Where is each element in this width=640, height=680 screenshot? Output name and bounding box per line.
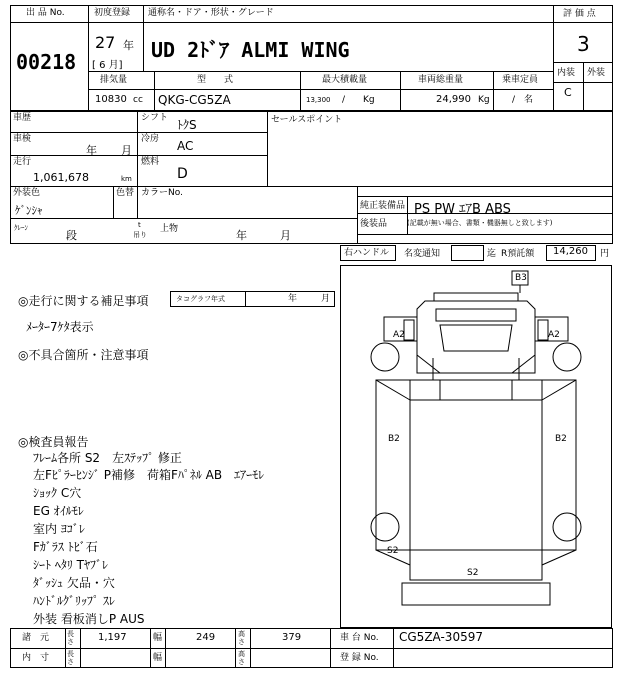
crane-upper-label: 上物 [160,224,179,234]
color-change-label: 色替 [116,188,135,198]
color-label: 外装色 [13,188,41,198]
total-weight-unit: Kg [478,95,490,105]
aftermarket-note: (記載が無い場合、書類・機器無しと致します) [407,219,553,227]
report-line: Fｶﾞﾗｽ ﾄﾋﾞ石 [33,540,98,554]
inner-dim-label: 内 寸 [22,653,50,663]
damage-mark-s2-left: S2 [387,546,399,556]
report-line: 外装 看板消しP AUS [33,612,145,626]
fuel-value: D [177,166,188,182]
reg-no-label: 登 録 No. [340,653,379,663]
deadline-label: 迄 [487,249,497,259]
width-label: 幅 [153,633,163,643]
width-label-inner: 幅 [153,653,163,663]
inspection-label: 車検 [13,134,32,144]
reg-month: [ 6 月] [92,60,123,71]
reg-year-unit: 年 [123,39,134,52]
report-line: ｼｰﾄ ﾍﾀﾘ Tﾔﾌﾞﾚ [33,558,108,572]
crane-stage: 段 [66,229,77,242]
inspection-month: 月 [121,144,132,157]
defects-title: ◎不具合箇所・注意事項 [18,348,149,362]
mileage-value: 1,061,678 [33,171,89,184]
report-line: 室内 ﾖｺﾞﾚ [33,522,85,536]
recycle-value: 14,260 [553,246,588,257]
tacho-label: タコグラフ年式 [176,295,225,303]
displacement-value: 10830 [95,94,127,105]
exterior-label: 外装 [587,68,606,78]
tacho-month: 月 [321,294,331,304]
equipment-label: 純正装備品 [360,201,406,211]
fuel-label: 燃料 [141,157,160,167]
inspection-year: 年 [86,144,97,157]
crane-hang: 吊り [133,231,147,239]
damage-mark-s2-bottom: S2 [467,568,479,578]
chassis-value: CG5ZA-30597 [399,630,483,644]
history-label: 車歴 [13,113,32,123]
load-value: 13,300 [306,96,331,104]
crane-month: 月 [280,229,291,242]
lot-label: 出 品 No. [26,8,65,18]
damage-mark-b2-left: B2 [388,434,400,444]
sales-point-label: セールスポイント [271,115,343,125]
capacity-label: 乗車定員 [502,75,539,85]
damage-mark-a2-left: A2 [393,330,405,340]
color-code-label: カラーNo. [141,188,183,198]
report-line: ﾀﾞｯｼｭ 欠品・穴 [33,576,115,590]
damage-mark-a2-right: A2 [548,330,560,340]
length-label: 長さ [67,630,74,646]
outer-dim-label: 諸 元 [22,633,50,643]
report-line: ﾊﾝﾄﾞﾙｸﾞﾘｯﾌﾟ ｽﾚ [33,594,115,608]
vehicle-name: UD 2ﾄﾞｱ ALMI WING [151,38,350,62]
interior-label: 内装 [557,68,576,78]
ac-value: AC [177,139,194,153]
grade-value: 3 [577,32,590,56]
mileage-unit: km [121,175,132,183]
height-label-inner: 高さ [238,650,245,666]
equipment-value: PS PW ｴｱB ABS [414,202,511,217]
ac-label: 冷房 [141,134,160,144]
name-change-box [451,245,484,261]
report-line: EG ｵｲﾙﾓﾚ [33,504,84,518]
total-weight-value: 24,990 [436,94,471,105]
report-line: ｼｮｯｸ C穴 [33,486,82,500]
name-label: 通称名・ドア・形状・グレード [148,8,274,18]
lot-number: 00218 [16,50,77,74]
color-value: ｹﾞﾝｼｬ [15,204,43,217]
damage-mark-b2-right: B2 [555,434,567,444]
load-unit: / Kg [342,95,375,105]
displacement-unit: cc [133,95,143,105]
model-label: 型 式 [197,75,234,85]
displacement-label: 排気量 [100,75,128,85]
crane-year: 年 [236,229,247,242]
recycle-unit: 円 [600,249,610,259]
height-value: 379 [282,632,302,643]
supplement-title: ◎走行に関する補足事項 [18,294,149,308]
shift-label: シフト [141,113,169,123]
crane-ton: t [138,221,141,229]
interior-grade: C [564,86,572,99]
crane-label: ｸﾚｰﾝ [14,224,28,232]
grade-label: 評 価 点 [563,9,596,19]
height-label: 高さ [238,630,245,646]
damage-mark-b3: B3 [515,273,527,283]
tacho-year: 年 [288,294,298,304]
length-value: 1,197 [98,632,127,643]
load-label: 最大積載量 [322,75,368,85]
aftermarket-label: 後装品 [360,219,388,229]
reg-year: 27 [95,33,116,52]
length-label-inner: 長さ [67,650,74,666]
report-line: ﾌﾚｰﾑ各所 S2 左ｽﾃｯﾌﾟ 修正 [33,451,182,465]
recycle-label: R預託額 [501,249,535,259]
shift-value: ﾄｸS [177,118,197,132]
capacity-value: / 名 [512,95,534,105]
name-change-label: 名変通知 [404,249,441,259]
mileage-label: 走行 [13,157,32,167]
model-value: QKG-CG5ZA [158,93,231,107]
supplement-text: ﾒｰﾀｰ7ｹﾀ表示 [26,320,94,334]
total-weight-label: 車両総重量 [418,75,464,85]
chassis-label: 車 台 No. [340,633,379,643]
width-value: 249 [196,632,216,643]
report-title: ◎検査員報告 [18,435,89,449]
reg-label: 初度登録 [94,8,131,18]
report-line: 左Fﾋﾟﾗｰﾋﾝｼﾞ P補修 荷箱Fﾊﾟﾈﾙ AB ｴｱｰﾓﾚ [33,468,265,482]
steering-label: 右ハンドル [340,245,396,261]
